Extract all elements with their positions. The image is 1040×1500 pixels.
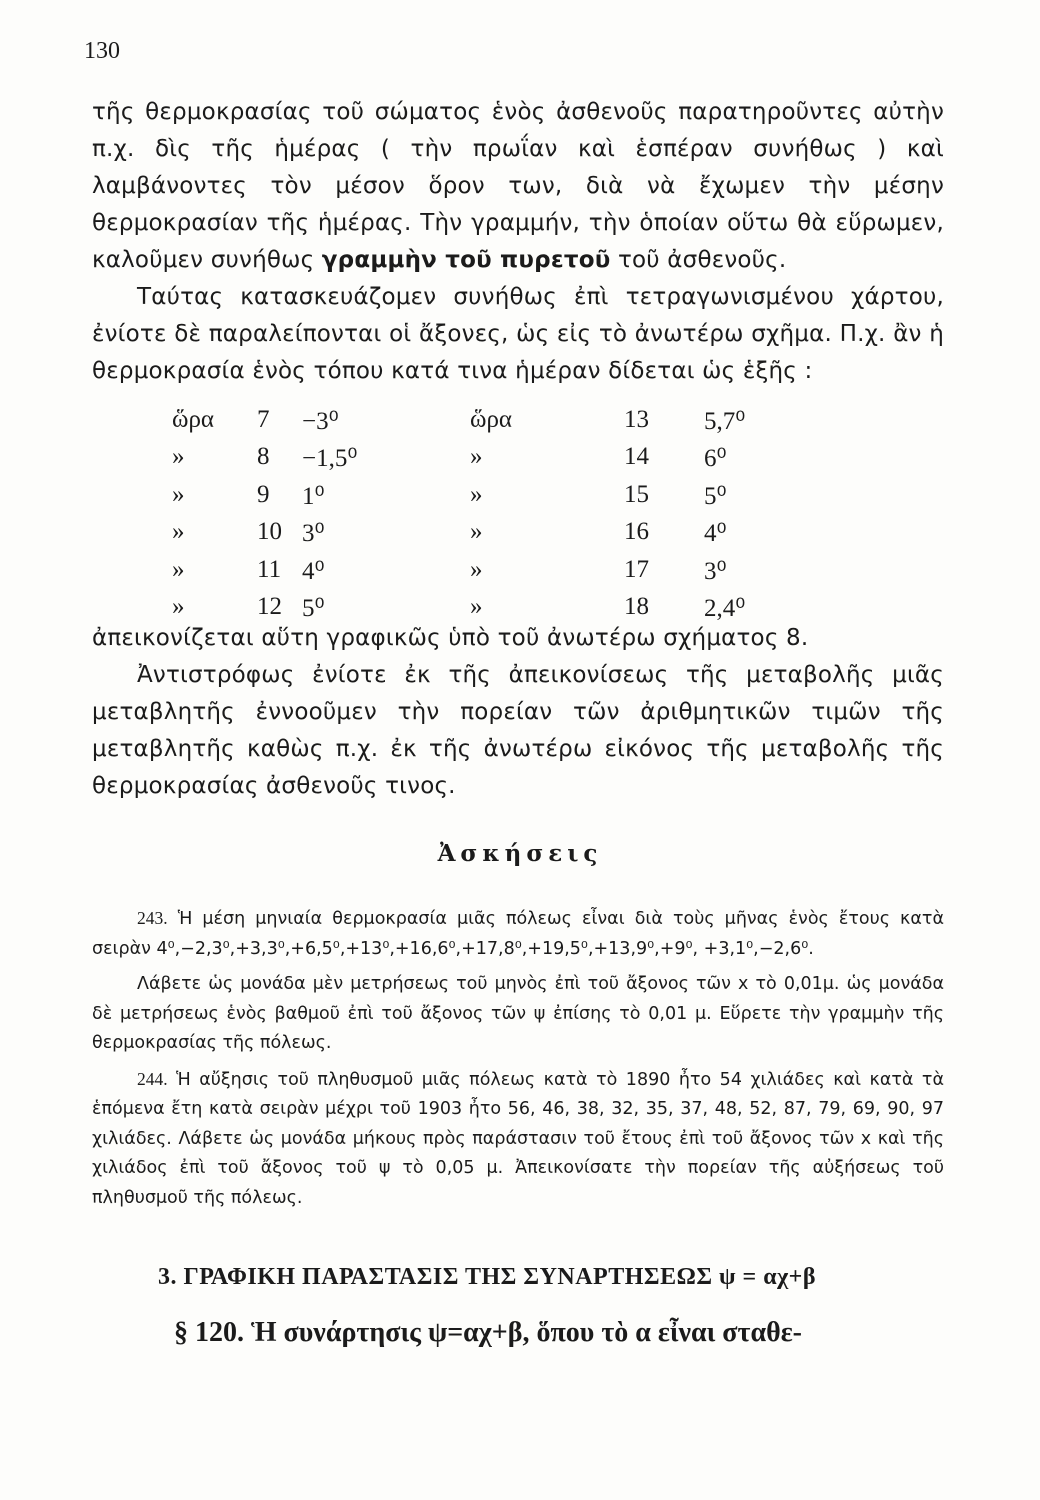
hour-value: 13 (624, 406, 649, 433)
temperature-value: 1⁰ (302, 482, 325, 510)
hour-value: 8 (257, 443, 270, 471)
hour-value: 14 (624, 443, 649, 471)
hour-value: 10 (257, 518, 282, 546)
hour-value: 18 (624, 592, 649, 620)
paragraph-4: Ἀντιστρόφως ἐνίοτε ἐκ τῆς ἀπεικονίσεως τῆς μεταβολῆς μιᾶς μεταβλητῆς ἐννοοῦμεν τὴν πορείαν τῶν ἀριθμητικῶν τιμῶν τῆς μεταβλητῆς καθὼς π.χ. ἐκ τῆς ἀνωτέρω εἰκόνος τῆς μεταβολῆς τῆς θερμοκρασίας ἀσθενοῦς τινος. (92, 662, 944, 799)
page-number: 130 (84, 38, 120, 64)
paragraph-2: Ταύτας κατασκευάζομεν συνήθως ἐπὶ τετραγωνισμένου χάρτου, ἐνίοτε δὲ παραλείπονται οἱ ἄξονες, ὡς εἰς τὸ ἀνωτέρω σχῆμα. Π.χ. ἂν ἡ θερμοκρασία ἑνὸς τόπου κατά τινα ἡμέραν δίδεται ὡς ἑξῆς : (92, 284, 944, 384)
hour-value: 17 (624, 555, 649, 583)
temperature-value: −1,5⁰ (302, 445, 358, 473)
exercise-number: 243. (137, 908, 168, 928)
exercise-text: Ἡ αὔξησις τοῦ πληθυσμοῦ μιᾶς πόλεως κατὰ τὸ 1890 ἦτο 54 χιλιάδες καὶ κατὰ τὰ ἑπόμενα ἔτη κατὰ σειρὰν μέχρι τοῦ 1903 ἦτο 56, 46, 38, 32, 35, 37, 48, 52, 87, 79, 69, 90, 97 χιλιάδες. Λάβετε ὡς μονάδα μήκους πρὸς παράστασιν τοῦ ἔτους ἐπὶ τοῦ ἄξονος τῶν x καὶ τῆς χιλιάδος ἐπὶ τοῦ ἄξονος τοῦ ψ τὸ 0,05 μ. Ἀπεικονίσατε τὴν πορείαν τῆς αὐξήσεως τοῦ πληθυσμοῦ τῆς πόλεως. (92, 1069, 944, 1208)
hour-label: ὥρα (470, 406, 513, 433)
intro-text (92, 94, 944, 390)
hour-value: 11 (257, 555, 282, 583)
section-paragraph-start: § 120. Ἡ συνάρτησις ψ=αχ+β, ὅπου τὸ α εἶναι σταθε- (174, 1317, 802, 1348)
table-row (172, 443, 812, 480)
temperature-value: 3⁰ (704, 557, 727, 585)
hour-label: » (172, 443, 185, 471)
hour-value: 12 (257, 592, 282, 620)
hour-value: 7 (257, 406, 270, 433)
hour-label: » (172, 592, 185, 620)
hour-label: » (172, 518, 185, 546)
hour-label: » (470, 555, 483, 583)
table-row (172, 481, 812, 518)
exercise-243-instructions: Λάβετε ὡς μονάδα μὲν μετρήσεως τοῦ μηνὸς ἐπὶ τοῦ ἄξονος τῶν x τὸ 0,01μ. ὡς μονάδα δὲ μετρήσεως ἑνὸς βαθμοῦ ἐπὶ τοῦ ἄξονος τῶν ψ ἐπίσης τὸ 0,01 μ. Εὕρετε τὴν γραμμὴν τῆς θερμοκρασίας τῆς πόλεως. (92, 974, 944, 1053)
temperature-value: 6⁰ (704, 445, 727, 473)
exercise-number: 244. (137, 1068, 168, 1089)
hour-value: 15 (624, 480, 649, 508)
exercises-list (92, 904, 944, 1219)
paragraph-1: τῆς θερμοκρασίας τοῦ σώματος ἑνὸς ἀσθενοῦς παρατηροῦντες αὐτὴν π.χ. δὶς τῆς ἡμέρας ( τὴν πρωΐαν καὶ ἑσπέραν συνήθως ) καὶ λαμβάνοντες τὸν μέσον ὅρον των, διὰ νὰ ἔχωμεν τὴν μέσην θερμοκρασίαν τῆς ἡμέρας. Τὴν γραμμήν, τὴν ὁποίαν οὕτω θὰ εὕρωμεν, καλοῦμεν συνήθως (92, 99, 944, 273)
temperature-value: 4⁰ (704, 520, 727, 548)
temperature-value: 4⁰ (302, 557, 325, 585)
paragraph-1-end: τοῦ ἀσθενοῦς. (617, 247, 787, 273)
exercise-text: Ἡ μέση μηνιαία θερμοκρασία μιᾶς πόλεως εἶναι διὰ τοὺς μῆνας ἑνὸς ἔτους κατὰ σειρὰν 4⁰,−2,3⁰,+3,3⁰,+6,5⁰,+13⁰,+16,6⁰,+17,8⁰,+19,5⁰,+13,9⁰,+9⁰, +3,1⁰,−2,6⁰. (92, 909, 944, 959)
after-table-text (92, 620, 944, 805)
temperature-value: 2,4⁰ (704, 594, 746, 622)
hour-value: 9 (257, 480, 270, 508)
hour-label: » (470, 480, 483, 508)
table-row (172, 406, 812, 443)
table-row (172, 518, 812, 555)
hour-label: » (470, 518, 483, 546)
temperature-table (172, 406, 812, 630)
paragraph-3: ἀπεικονίζεται αὕτη γραφικῶς ὑπὸ τοῦ ἀνωτέρω σχήματος 8. (92, 625, 809, 651)
exercise-244 (92, 1065, 944, 1214)
hour-label: » (172, 480, 185, 508)
hour-label: » (470, 443, 483, 471)
section-title: 3. ΓΡΑΦΙΚΗ ΠΑΡΑΣΤΑΣΙΣ ΤΗΣ ΣΥΝΑΡΤΗΣΕΩΣ ψ = αχ+β (158, 1264, 816, 1290)
fever-curve-term: γραμμὴν τοῦ πυρετοῦ (321, 247, 611, 273)
temperature-value: 3⁰ (302, 520, 325, 548)
hour-label: ὥρα (172, 406, 215, 433)
exercises-heading: Ἀσκήσεις (437, 840, 603, 867)
temperature-value: 5⁰ (704, 482, 727, 510)
temperature-value: −3⁰ (302, 408, 339, 435)
temperature-value: 5,7⁰ (704, 408, 746, 435)
table-row (172, 556, 812, 593)
hour-label: » (172, 555, 185, 583)
exercise-243 (92, 904, 944, 964)
hour-label: » (470, 592, 483, 620)
temperature-value: 5⁰ (302, 594, 325, 622)
hour-value: 16 (624, 518, 649, 546)
